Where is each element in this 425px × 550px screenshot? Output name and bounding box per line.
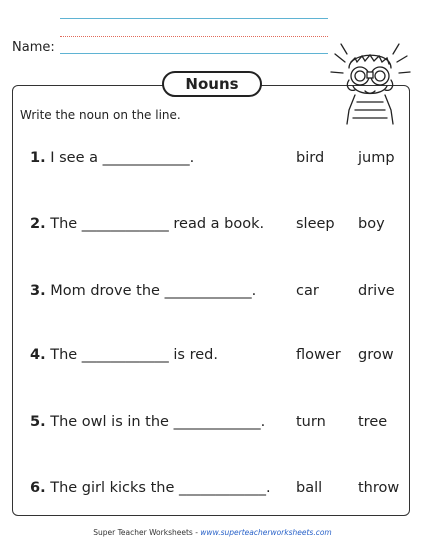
question-number: 4. xyxy=(30,347,46,363)
question-3 xyxy=(30,282,256,300)
question-sentence[interactable]: The girl kicks the ____________. xyxy=(50,480,271,496)
child-with-binoculars-illustration xyxy=(327,40,413,126)
choice-word: drive xyxy=(358,283,395,299)
question-6 xyxy=(30,479,271,497)
name-label: Name: xyxy=(12,40,55,55)
name-write-line[interactable] xyxy=(60,53,328,54)
question-1 xyxy=(30,149,194,167)
instructions: Write the noun on the line. xyxy=(20,108,181,122)
footer-brand: Super Teacher Worksheets - xyxy=(93,528,201,537)
footer-url[interactable]: www.superteacherworksheets.com xyxy=(200,528,332,537)
choice-word: throw xyxy=(358,480,400,496)
choice-word: grow xyxy=(358,347,394,363)
name-guide-top-line xyxy=(60,18,328,19)
question-sentence[interactable]: The ____________ read a book. xyxy=(50,216,265,232)
choice-word: tree xyxy=(358,414,388,430)
question-4 xyxy=(30,346,218,364)
choice-word: turn xyxy=(296,414,326,430)
question-sentence[interactable]: Mom drove the ____________. xyxy=(50,283,257,299)
question-5 xyxy=(30,413,265,431)
choice-word: flower xyxy=(296,347,341,363)
question-2 xyxy=(30,215,264,233)
question-sentence[interactable]: The ____________ is red. xyxy=(50,347,218,363)
choice-word: jump xyxy=(358,150,395,166)
question-number: 2. xyxy=(30,216,46,232)
worksheet-title: Nouns xyxy=(162,71,262,97)
question-sentence[interactable]: The owl is in the ____________. xyxy=(50,414,266,430)
question-number: 6. xyxy=(30,480,46,496)
question-number: 3. xyxy=(30,283,46,299)
footer xyxy=(0,528,425,537)
question-number: 5. xyxy=(30,414,46,430)
name-guide-dotted-line xyxy=(60,36,328,37)
choice-word: bird xyxy=(296,150,325,166)
question-number: 1. xyxy=(30,150,46,166)
choice-word: ball xyxy=(296,480,323,496)
question-sentence[interactable]: I see a ____________. xyxy=(50,150,195,166)
choice-word: sleep xyxy=(296,216,335,232)
choice-word: boy xyxy=(358,216,385,232)
choice-word: car xyxy=(296,283,319,299)
